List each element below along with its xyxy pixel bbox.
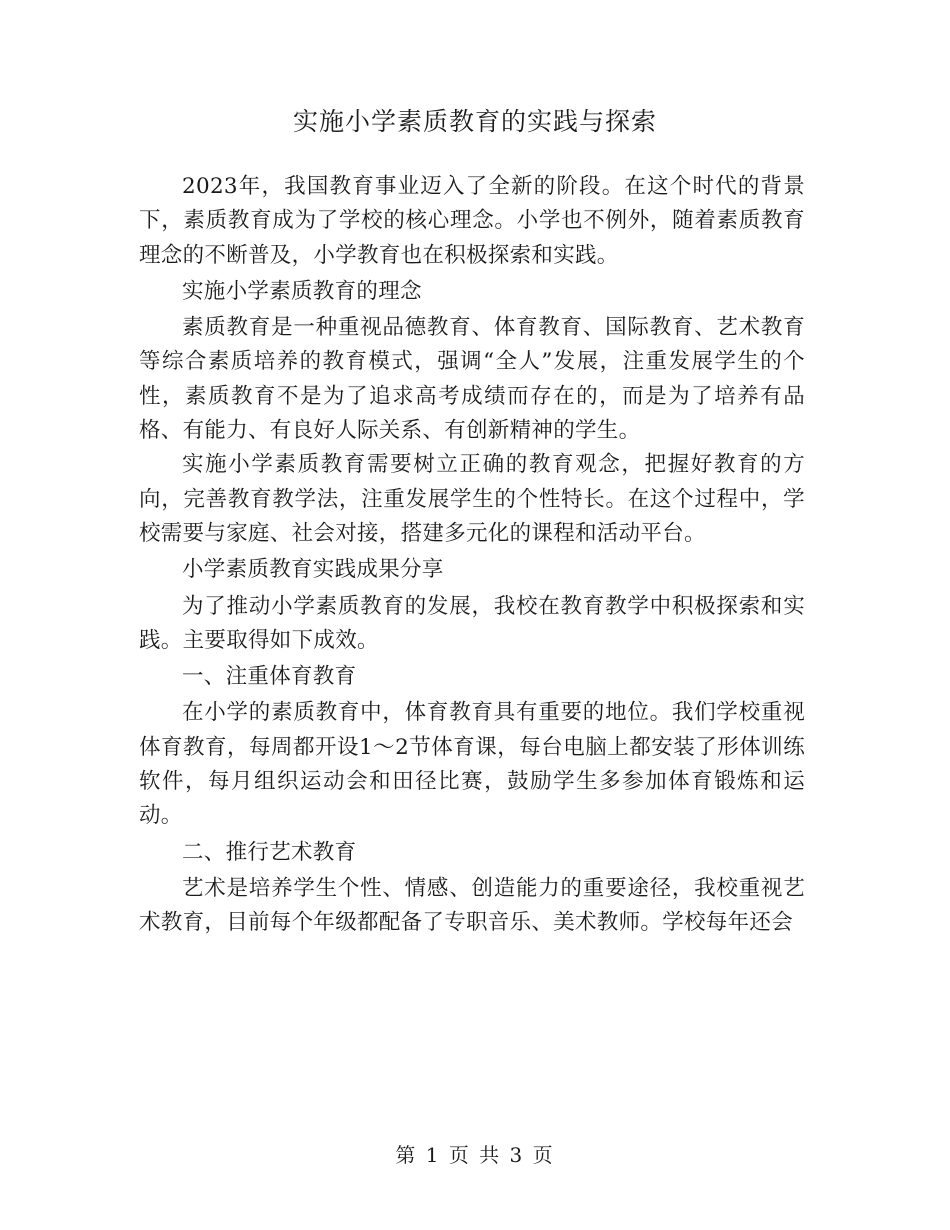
- section-heading-concept: 实施小学素质教育的理念: [182, 278, 422, 304]
- paragraph-intro: 2023年，我国教育事业迈入了全新的阶段。在这个时代的背景下，素质教育成为了学校的核心理念。小学也不例外，随着素质教育理念的不断普及，小学教育也在积极探索和实践。: [139, 174, 805, 268]
- paragraph-results-intro: 为了推动小学素质教育的发展，我校在教育教学中积极探索和实践。主要取得如下成效。: [139, 593, 805, 653]
- paragraph-concept-definition: 素质教育是一种重视品德教育、体育教育、国际教育、艺术教育等综合素质培养的教育模式，强调“全人”发展，注重发展学生的个性，素质教育不是为了追求高考成绩而存在的，而是为了培养有品格、有能力、有良好人际关系、有创新精神的学生。: [139, 315, 805, 444]
- document-title: 实施小学素质教育的实践与探索: [292, 107, 657, 136]
- paragraph-art-education: 艺术是培养学生个性、情感、创造能力的重要途径，我校重视艺术教育，目前每个年级都配备了专职音乐、美术教师。学校每年还会: [139, 875, 805, 936]
- section-heading-results: 小学素质教育实践成果分享: [182, 557, 444, 583]
- subheading-art-education: 二、推行艺术教育: [182, 839, 357, 865]
- page-number-footer: 第 1 页 共 3 页: [395, 1143, 555, 1167]
- subheading-physical-education: 一、注重体育教育: [182, 664, 357, 690]
- document-body: [139, 170, 805, 941]
- paragraph-physical-education: 在小学的素质教育中，体育教育具有重要的地位。我们学校重视体育教育，每周都开设1～2节体育课，每台电脑上都安装了形体训练软件，每月组织运动会和田径比赛，鼓励学生多参加体育锻炼和运动。: [139, 700, 805, 829]
- paragraph-concept-requirements: 实施小学素质教育需要树立正确的教育观念，把握好教育的方向，完善教育教学法，注重发展学生的个性特长。在这个过程中，学校需要与家庭、社会对接，搭建多元化的课程和活动平台。: [139, 452, 805, 546]
